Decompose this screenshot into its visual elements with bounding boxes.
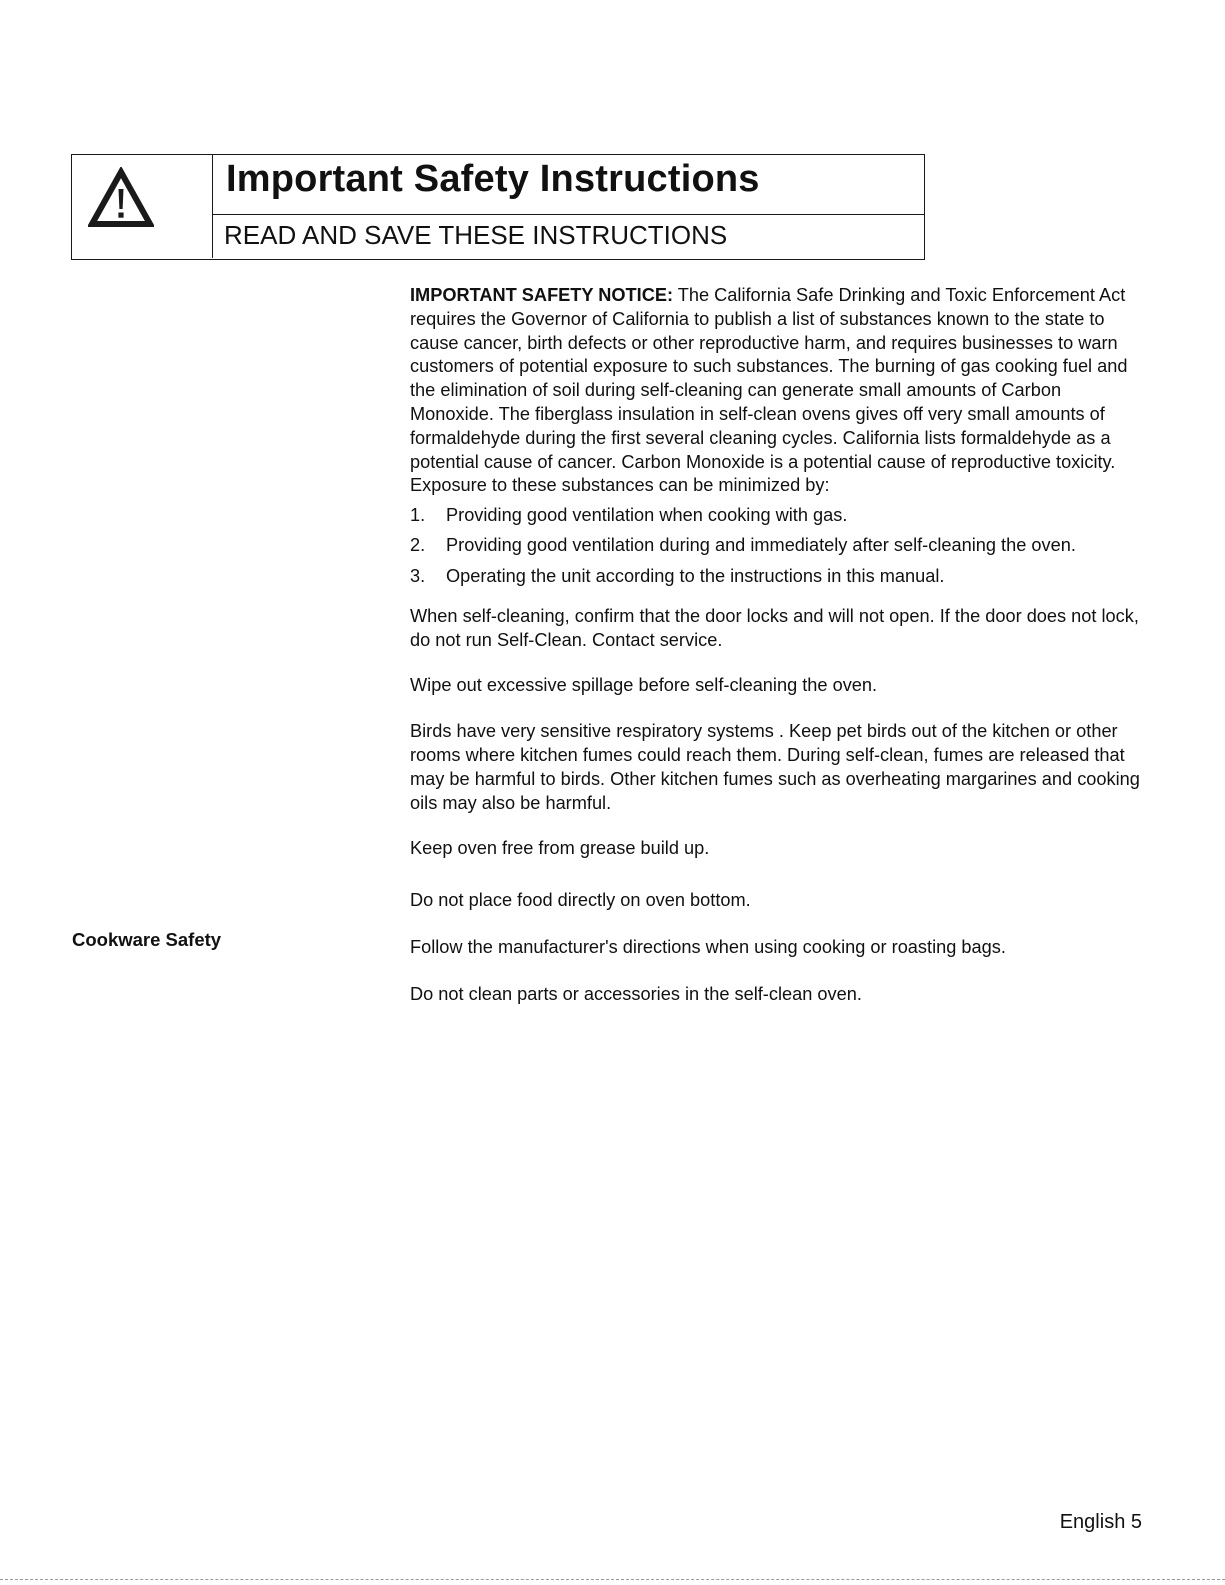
list-item-number: 2. (410, 535, 426, 556)
notice-label: IMPORTANT SAFETY NOTICE: (410, 285, 674, 305)
grease-paragraph: Keep oven free from grease build up. (410, 838, 710, 859)
warning-triangle-icon (88, 167, 154, 229)
cookware-safety-heading: Cookware Safety (72, 929, 222, 950)
minimize-steps-list (410, 504, 1140, 588)
bottom-divider (0, 1579, 1225, 1580)
cookware-paragraph: Do not clean parts or accessories in the self-clean oven. (410, 983, 862, 1004)
subtitle-cell (213, 215, 924, 258)
safety-header-box (71, 154, 925, 260)
list-item-text: Operating the unit according to the instructions in this manual. (446, 565, 945, 586)
list-item (410, 504, 1140, 528)
title-cell (213, 155, 924, 215)
list-item (410, 534, 1140, 558)
cookware-paragraph: Follow the manufacturer's directions when using cooking or roasting bags. (410, 936, 1006, 957)
door-lock-paragraph: When self-cleaning, confirm that the door locks and will not open. If the door does not lock, do not run Self-Clean. Contact service. (410, 605, 1139, 650)
warning-icon-cell (72, 155, 213, 258)
spillage-paragraph: Wipe out excessive spillage before self-cleaning the oven. (410, 675, 878, 696)
page-number: English 5 (1059, 1511, 1142, 1533)
main-content (410, 284, 1140, 1007)
page-subtitle: READ AND SAVE THESE INSTRUCTIONS (224, 220, 728, 250)
list-item-text: Providing good ventilation during and immediately after self-cleaning the oven. (446, 535, 1076, 556)
safety-notice (410, 284, 1140, 498)
list-item-number: 1. (410, 505, 426, 526)
list-item (410, 565, 1140, 589)
cookware-paragraph: Do not place food directly on oven bottom. (410, 890, 751, 911)
birds-paragraph: Birds have very sensitive respiratory systems . Keep pet birds out of the kitchen or other rooms where kitchen fumes could reach them. During self-clean, fumes are released that may be harmful to birds. Other kitchen fumes such as overheating margarines and cooking oils may also be harmful. (410, 721, 1140, 813)
page-title: Important Safety Instructions (226, 158, 760, 200)
notice-text: The California Safe Drinking and Toxic Enforcement Act requires the Governor of California to publish a list of substances known to the state to cause cancer, birth defects or other reproductive harm, and requires businesses to warn customers of potential exposure to such substances. The burning of gas cooking fuel and the elimination of soil during self-cleaning can generate small amounts of Carbon Monoxide. The fiberglass insulation in self-clean ovens gives off very small amounts of formaldehyde during the first several cleaning cycles. California lists formaldehyde as a potential cause of cancer. Carbon Monoxide is a potential cause of reproductive toxicity. Exposure to these substances can be minimized by: (410, 285, 1128, 496)
list-item-number: 3. (410, 565, 426, 586)
list-item-text: Providing good ventilation when cooking with gas. (446, 505, 848, 526)
